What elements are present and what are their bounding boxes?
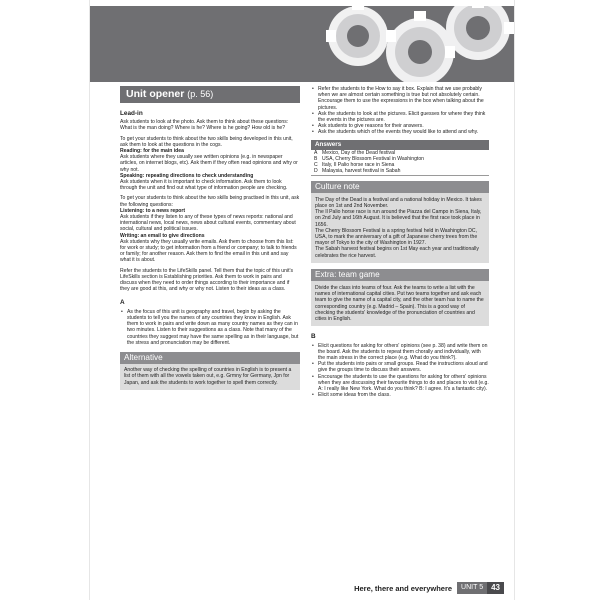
- speaking-heading: Speaking: repeating directions to check understanding: [120, 172, 254, 179]
- unit-opener-page-ref: (p. 56): [187, 89, 214, 99]
- speaking-text: Ask students when it is important to check information. Ask them to look through the unit and find out what type of information people are checking.: [120, 179, 288, 192]
- right-top-list: [311, 86, 489, 136]
- answer-value: USA, Cherry Blossom Festival in Washington: [322, 156, 425, 163]
- unit-opener-heading: [120, 86, 300, 103]
- list-item: • Put the students into pairs or small groups. Read the instructions aloud and give the groups time to discuss their answers.: [311, 361, 489, 373]
- list-item: • Encourage the students to use the questions for asking for others' opinions when they are discussing their favourite things to do and places to visit (e.g. A: I really like New York. What do you think? B: I agree. It's a fantastic city).: [311, 374, 489, 393]
- answer-key: C: [314, 162, 318, 169]
- answers-list: [311, 150, 489, 176]
- culture-note-title: Culture note: [311, 181, 489, 193]
- list-item: • Ask students to give reasons for their answers.: [311, 123, 489, 129]
- footer-unit: UNIT 5: [457, 582, 487, 594]
- answer-key: B: [314, 156, 318, 163]
- section-b-list: [311, 343, 489, 399]
- lead-in-p1: Ask students to look at the photo. Ask them to think about these questions: What is the man doing? Where is he? Where is he going? How old is he?: [120, 119, 289, 132]
- page-number: 43: [487, 582, 504, 594]
- alternative-title: Alternative: [120, 352, 300, 364]
- lead-in-p4: Refer the students to the LifeSkills panel. Tell them that the topic of this unit's LifeSkills section is Establishing priorities. Ask them to work in pairs and discuss when they need to order things according to their importance and if they are good at this, and why or why not. Listen to their ideas as a class.: [120, 267, 294, 293]
- writing-heading: Writing: an email to give directions: [120, 232, 205, 239]
- cogs-graphic: [90, 6, 514, 82]
- lead-in-p2: [120, 136, 300, 192]
- culture-note-p1: The Day of the Dead is a festival and a national holiday in Mexico. It takes place on 1st and 2nd November.: [315, 196, 482, 210]
- reading-heading: Reading: for the main idea: [120, 148, 184, 155]
- lead-in-p2-text: To get your students to think about the two skills being developed in this unit, ask them to look at the questions in the cogs.: [120, 135, 293, 148]
- answer-value: Italy, Il Palio horse race in Siena: [322, 162, 395, 169]
- extra-title: Extra: team game: [311, 269, 489, 281]
- answer-key: A: [314, 149, 318, 156]
- listening-text: Ask students if they listen to any of these types of news reports: national and international news, local news, news about cultural events, commentary about social, cultural and political issues.: [120, 214, 296, 233]
- answer-value: Malaysia, harvest festival in Sabah: [322, 168, 401, 175]
- list-item: • Refer the students to the How to say it box. Explain that we use probably when we are almost certain something is true but not absolutely certain. Encourage them to use the expressions in the box when talking about the pictures.: [311, 86, 489, 111]
- extra-team-game-box: [311, 269, 489, 326]
- answer-key: D: [314, 168, 318, 175]
- lead-in-p3-text: To get your students to think about the two skills being practised in this unit, ask the following questions:: [120, 195, 300, 208]
- lead-in-heading: Lead-in: [120, 110, 143, 117]
- header-banner: [90, 6, 514, 82]
- list-item: • As the focus of this unit is geography and travel, begin by asking the students to tell you the names of any countries they know in English. Ask them to work in pairs and write down as many country names as they can in two minutes. Listen to their suggestions as a class. Note that many of the countries they suggest may have the same spelling as in their language, but the stress and pronunciation may be different.: [120, 309, 300, 346]
- right-column: [311, 86, 489, 398]
- listening-heading: Listening: to a news report: [120, 207, 186, 214]
- left-column: [120, 86, 300, 390]
- alternative-box: [120, 364, 300, 390]
- list-item: • Ask the students which of the events they would like to attend and why.: [311, 129, 489, 135]
- page-footer: [354, 582, 504, 594]
- alternative-text: Another way of checking the spelling of countries in English is to present a list of them with all the vowels taken out, e.g. Grmny for Germany, Jpn for Japan, and ask the students to work together to spell them correctly.: [124, 367, 292, 386]
- answers-title: Answers: [311, 140, 489, 150]
- page: [90, 0, 514, 600]
- writing-text: Ask students why they usually write emails. Ask them to choose from this list: for work or study; to get information from a friend or company; to talk to friends or family; for another reason. Ask them to find the email in this unit and say what it is about.: [120, 238, 297, 264]
- culture-note-p4: The Sabah harvest festival begins on 1st May each year and traditionally celebrates the rice harvest.: [315, 246, 479, 259]
- culture-note-p2: The Il Palio horse race is run around the Piazza del Campo in Siena, Italy, on 2nd July and 16th August. It is believed that the first race took place in 1656.: [315, 209, 482, 228]
- unit-opener-title: Unit opener: [126, 88, 185, 100]
- culture-note-p3: The Cherry Blossom Festival is a spring festival held in Washington DC, USA, to mark the anniversary of a gift of Japanese cherry trees from the mayor of Tokyo to the city of Washington in 1927.: [315, 227, 478, 247]
- list-item: • Elicit some ideas from the class.: [311, 392, 489, 398]
- answer-value: Mexico, Day of the Dead festival: [322, 149, 396, 156]
- list-item: • Elicit questions for asking for others' opinions (see p. 38) and write them on the board. Ask the students to repeat them chorally and individually, with the main stress in the correct place (e.g. What do you think?).: [311, 343, 489, 362]
- answer-row: [311, 168, 489, 174]
- section-b-heading: B: [311, 333, 316, 341]
- extra-text: Divide the class into teams of four. Ask the teams to write a list with the names of international capital cities. Put two teams together and ask each team to give the name of a capital city, and the other team has to name the corresponding country (e.g. Madrid – Spain). This is a good way of checking the students' knowledge of the pronunciation of countries and cities in English.: [315, 285, 484, 323]
- reading-text: Ask students where they usually see written opinions (e.g. in newspaper articles, on internet blogs, etc). Ask them if they often read opinions and why or why not.: [120, 154, 298, 173]
- section-a-list: [120, 309, 300, 346]
- section-a-heading: A: [120, 299, 125, 307]
- lead-in-p3: [120, 195, 300, 263]
- list-item: • Ask the students to look at the pictures. Elicit guesses for where they think the events in the pictures are.: [311, 111, 489, 123]
- footer-title: Here, there and everywhere: [354, 583, 453, 593]
- culture-note-box: [311, 181, 489, 263]
